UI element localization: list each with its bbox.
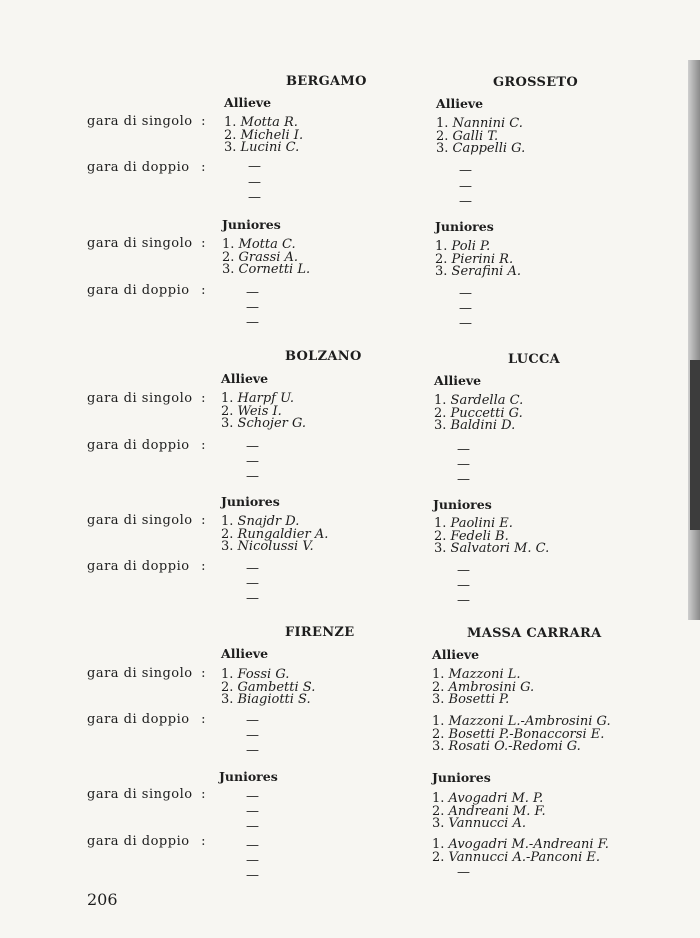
empty-dash: — (246, 853, 259, 868)
results-list (432, 793, 546, 831)
city-firenze: FIRENZE (285, 625, 355, 640)
empty-dash: — (246, 576, 259, 591)
list-item: 1. Harpf U. (221, 391, 295, 406)
empty-dash: — (246, 454, 259, 469)
results-list (221, 669, 315, 707)
list-item: 3. Baldini D. (434, 418, 516, 433)
list-item: 2. Grassi A. (222, 249, 299, 265)
results-list (436, 118, 525, 156)
empty-dash: — (457, 442, 470, 457)
label-gara-singolo: gara di singolo : (87, 666, 206, 681)
label-gara-doppio: gara di doppio : (87, 712, 206, 727)
list-item: 2. Puccetti G. (434, 405, 523, 421)
empty-dash: — (246, 868, 259, 883)
list-item: 2. Vannucci A.-Panconi E. (432, 849, 601, 865)
empty-dash: — (246, 561, 259, 576)
category-allieve: Allieve (221, 646, 269, 661)
list-item: 3. Serafini A. (435, 264, 521, 279)
label-gara-doppio: gara di doppio : (87, 283, 206, 298)
empty-dash: — (457, 472, 470, 487)
empty-dash: — (457, 578, 470, 593)
list-item: 3. Vannucci A. (432, 816, 526, 831)
list-item: 2. Fedeli B. (434, 528, 509, 544)
list-item: 1. Snajdr D. (221, 514, 300, 529)
list-item: 2. Andreani M. F. (432, 803, 546, 819)
empty-dash: — (246, 728, 259, 743)
results-list (432, 669, 534, 707)
category-juniores: Juniores (432, 770, 491, 785)
empty-dash: — (459, 194, 472, 209)
category-juniores: Juniores (222, 217, 281, 232)
list-item: 2. Weis I. (221, 403, 282, 419)
label-gara-singolo: gara di singolo : (87, 513, 206, 528)
list-item: 3. Biagiotti S. (221, 692, 311, 707)
adjacent-page-edge (688, 60, 700, 620)
results-list (221, 516, 328, 554)
empty-dash: — (246, 469, 259, 484)
results-list (432, 716, 611, 754)
empty-dash: — (457, 457, 470, 472)
list-item: 2. Micheli I. (224, 127, 304, 143)
category-allieve: Allieve (221, 371, 269, 386)
empty-dash: — (246, 819, 259, 834)
label-gara-singolo: gara di singolo : (87, 114, 206, 129)
city-bolzano: BOLZANO (285, 349, 362, 364)
category-allieve: Allieve (436, 96, 484, 111)
adjacent-page-photo-edge (690, 360, 700, 530)
list-item: 3. Lucini C. (224, 140, 300, 155)
city-lucca: LUCCA (508, 352, 561, 367)
list-item: 1. Avogadri M.-Andreani F. (432, 837, 609, 852)
results-list (435, 241, 521, 279)
category-allieve: Allieve (432, 647, 480, 662)
empty-dash: — (459, 179, 472, 194)
results-list (434, 518, 549, 556)
list-item: 1. Paolini E. (434, 516, 513, 531)
list-item: 2. Rungaldier A. (221, 526, 329, 542)
list-item: 1. Avogadri M. P. (432, 791, 544, 806)
label-gara-doppio: gara di doppio : (87, 438, 206, 453)
category-allieve: Allieve (224, 95, 272, 110)
label-gara-doppio: gara di doppio : (87, 834, 206, 849)
list-item: 2. Galli T. (436, 128, 499, 144)
results-list (221, 393, 306, 431)
empty-dash: — (248, 190, 261, 205)
empty-dash: — (246, 713, 259, 728)
empty-dash: — (457, 865, 470, 880)
list-item: 3. Cornetti L. (222, 262, 311, 277)
category-juniores: Juniores (221, 494, 280, 509)
empty-dash: — (246, 804, 259, 819)
empty-dash: — (248, 159, 261, 174)
category-juniores: Juniores (435, 219, 494, 234)
list-item: 2. Bosetti P.-Bonaccorsi E. (432, 726, 605, 742)
empty-dash: — (459, 286, 472, 301)
empty-dash: — (246, 315, 259, 330)
city-grosseto: GROSSETO (493, 75, 579, 90)
label-gara-singolo: gara di singolo : (87, 391, 206, 406)
list-item: 3. Bosetti P. (432, 692, 510, 707)
page-number: 206 (87, 890, 118, 909)
empty-dash: — (459, 301, 472, 316)
list-item: 3. Cappelli G. (436, 141, 526, 156)
list-item: 2. Gambetti S. (221, 679, 316, 695)
empty-dash: — (246, 300, 259, 315)
empty-dash: — (459, 316, 472, 331)
list-item: 3. Salvatori M. C. (434, 541, 550, 556)
results-list (222, 239, 310, 277)
list-item: 1. Mazzoni L. (432, 667, 521, 682)
city-bergamo: BERGAMO (286, 74, 367, 89)
empty-dash: — (246, 743, 259, 758)
empty-dash: — (246, 439, 259, 454)
category-juniores: Juniores (219, 769, 278, 784)
empty-dash: — (246, 591, 259, 606)
category-juniores: Juniores (433, 497, 492, 512)
label-gara-doppio: gara di doppio : (87, 559, 206, 574)
empty-dash: — (459, 163, 472, 178)
empty-dash: — (248, 175, 261, 190)
label-gara-singolo: gara di singolo : (87, 787, 206, 802)
results-list (432, 839, 609, 864)
list-item: 1. Motta R. (224, 115, 298, 130)
list-item: 1. Poli P. (435, 239, 491, 254)
results-list (224, 117, 303, 155)
label-gara-doppio: gara di doppio : (87, 160, 206, 175)
empty-dash: — (246, 838, 259, 853)
list-item: 3. Nicolussi V. (221, 539, 314, 554)
list-item: 1. Fossi G. (221, 667, 290, 682)
empty-dash: — (457, 593, 470, 608)
list-item: 1. Nannini C. (436, 116, 523, 131)
empty-dash: — (246, 789, 259, 804)
results-list (434, 395, 523, 433)
list-item: 3. Schojer G. (221, 416, 307, 431)
list-item: 1. Sardella C. (434, 393, 524, 408)
list-item: 2. Ambrosini G. (432, 679, 535, 695)
city-massa-carrara: MASSA CARRARA (467, 626, 602, 641)
label-gara-singolo: gara di singolo : (87, 236, 206, 251)
empty-dash: — (246, 285, 259, 300)
list-item: 2. Pierini R. (435, 251, 514, 267)
empty-dash: — (457, 563, 470, 578)
list-item: 3. Rosati O.-Redomi G. (432, 739, 581, 754)
list-item: 1. Mazzoni L.-Ambrosini G. (432, 714, 611, 729)
category-allieve: Allieve (434, 373, 482, 388)
list-item: 1. Motta C. (222, 237, 296, 252)
